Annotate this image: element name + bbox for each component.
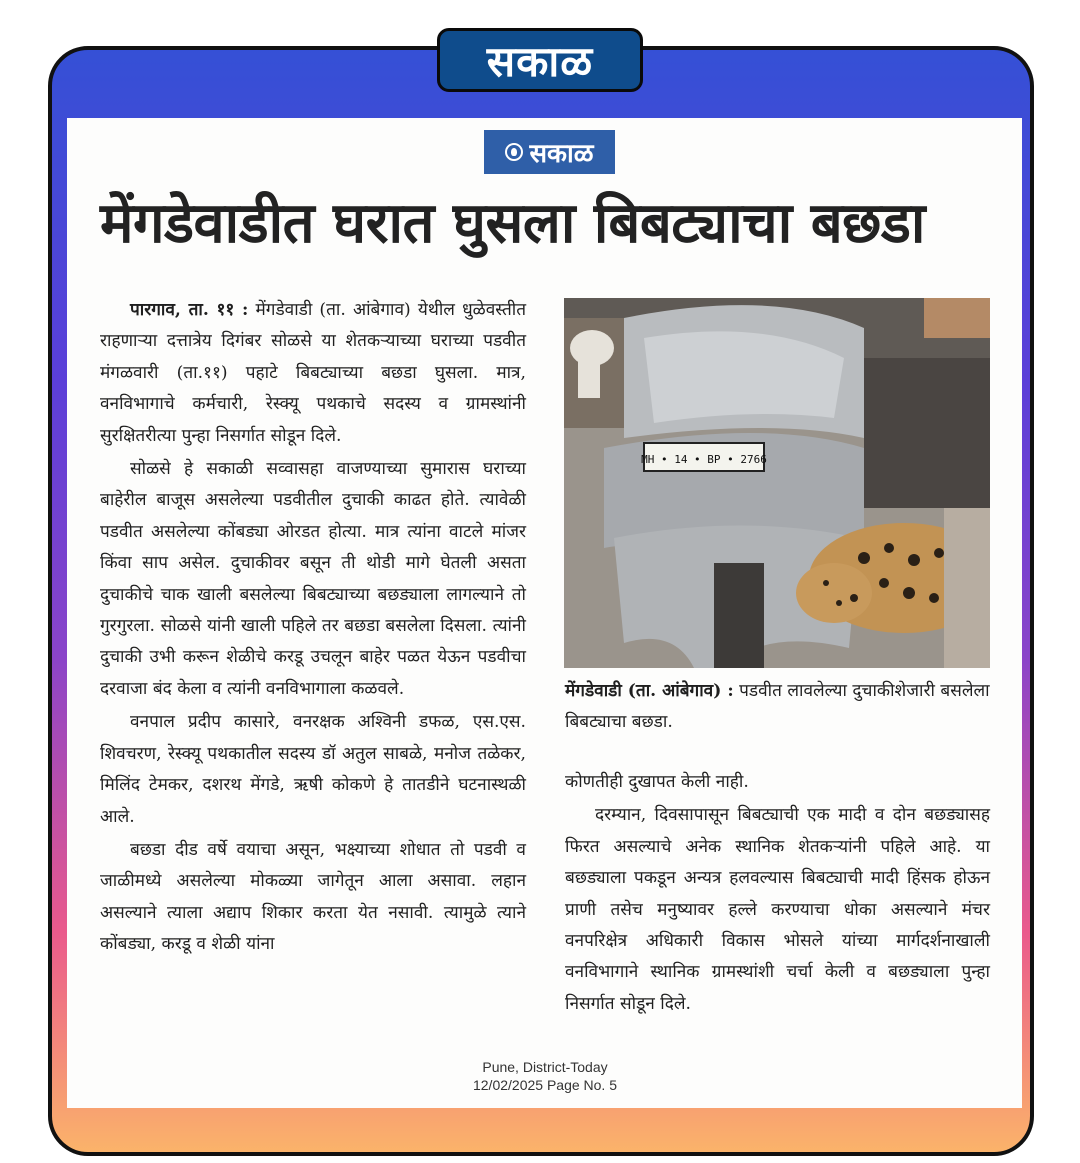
photo-caption — [565, 676, 990, 738]
article-paragraph: कोणतीही दुखापत केली नाही. — [565, 772, 749, 792]
masthead-text: सकाळ — [529, 139, 594, 169]
leopard-cub-photo — [564, 298, 990, 668]
article-column-right — [565, 767, 990, 1022]
caption-text: पडवीत लावलेल्या दुचाकीशेजारी बसलेला बिबट्याचा बछडा. — [565, 681, 990, 732]
article-paragraph: सोळसे हे सकाळी सव्वासहा वाजण्याच्या सुमारास घराच्या बाहेरील बाजूस असलेल्या पडवीतील दुचाकी काढत होते. त्यावेळी पडवीत असलेल्या कोंबड्या ओरडत होत्या. मात्र त्यांना वाटले मांजर किंवा साप असेल. दुचाकीवर बसून ती थोडी मागे घेतली असता दुचाकीचे चाक खाली बसलेल्या बिबट्याच्या बछड्याला लागल्याने तो गुरगुरला. सोळसे यांनी खाली पहिले तर बछडा बसलेला दिसला. त्यांनी दुचाकी उभी करून शेळीचे करडू उचलून बाहेर पळत येऊन पडवीचा दरवाजा बंद केला व त्यांनी वनविभागाला कळवले. — [100, 459, 526, 699]
article-paragraph — [100, 295, 526, 452]
article-paragraph: दरम्यान, दिवसापासून बिबट्याची एक मादी व दोन बछड्यासह फिरत असल्याचे अनेक स्थानिक शेतकऱ्यांनी पहिले आहे. या बछड्याला पकडून अन्यत्र हलवल्यास बिबट्याची मादी हिंसक होऊन प्राणी तसेच मनुष्यावर हल्ले करण्याचा धोका असल्याने मंचर वनपरिक्षेत्र अधिकारी विकास भोसले यांच्या मार्गदर्शनाखाली वनविभागाने स्थानिक ग्रामस्थांशी चर्चा केली व बछड्याला पुन्हा निसर्गात सोडून दिले. — [565, 805, 990, 1014]
masthead-logo — [484, 130, 615, 174]
page-footer — [420, 1058, 670, 1094]
emblem-icon — [505, 143, 523, 161]
svg-text:MH • 14 • BP • 2766: MH • 14 • BP • 2766 — [641, 453, 767, 466]
photo-illustration — [564, 298, 990, 668]
paragraph-text: मेंगडेवाडी (ता. आंबेगाव) येथील धुळेवस्तीत राहणाऱ्या दत्तात्रेय दिगंबर सोळसे या शेतकऱ्याच्या घराच्या पडवीत मंगळवारी (ता.११) पहाटे बिबट्याच्या बछडा घुसला. मात्र, वनविभागाचे कर्मचारी, रेस्क्यू पथकाचे सदस्य व ग्रामस्थांनी सुरक्षितरीत्या पुन्हा निसर्गात सोडून दिले. — [100, 300, 526, 446]
dateline: पारगाव, ता. ११ : — [130, 300, 249, 320]
brand-logo-text: सकाळ — [486, 36, 594, 86]
article-paragraph: बछडा दीड वर्षे वयाचा असून, भक्ष्याच्या शोधात तो पडवी व जाळीमध्ये असलेल्या मोकळ्या जागेतून आला असावा. लहान असल्याने त्याला अद्याप शिकार करता येत नसावी. त्यामुळे त्याने कोंबड्या, करडू व शेळी यांना — [100, 839, 526, 955]
footer-date-page: 12/02/2025 Page No. 5 — [472, 1077, 617, 1093]
article-headline: मेंगडेवाडीत घरात घुसला बिबट्याचा बछडा — [100, 191, 925, 256]
caption-place: मेंगडेवाडी (ता. आंबेगाव) : — [565, 681, 734, 701]
brand-logo — [437, 28, 643, 92]
footer-edition: Pune, District-Today — [482, 1059, 608, 1075]
article-column-left — [100, 295, 526, 963]
article-paragraph: वनपाल प्रदीप कासारे, वनरक्षक अश्विनी डफळ, एस.एस. शिवचरण, रेस्क्यू पथकातील सदस्य डॉ अतुल साबळे, मनोज तळेकर, मिलिंद टेमकर, दशरथ मेंगडे, ऋषी कोकणे हे तातडीने घटनास्थळी आले. — [100, 712, 526, 827]
